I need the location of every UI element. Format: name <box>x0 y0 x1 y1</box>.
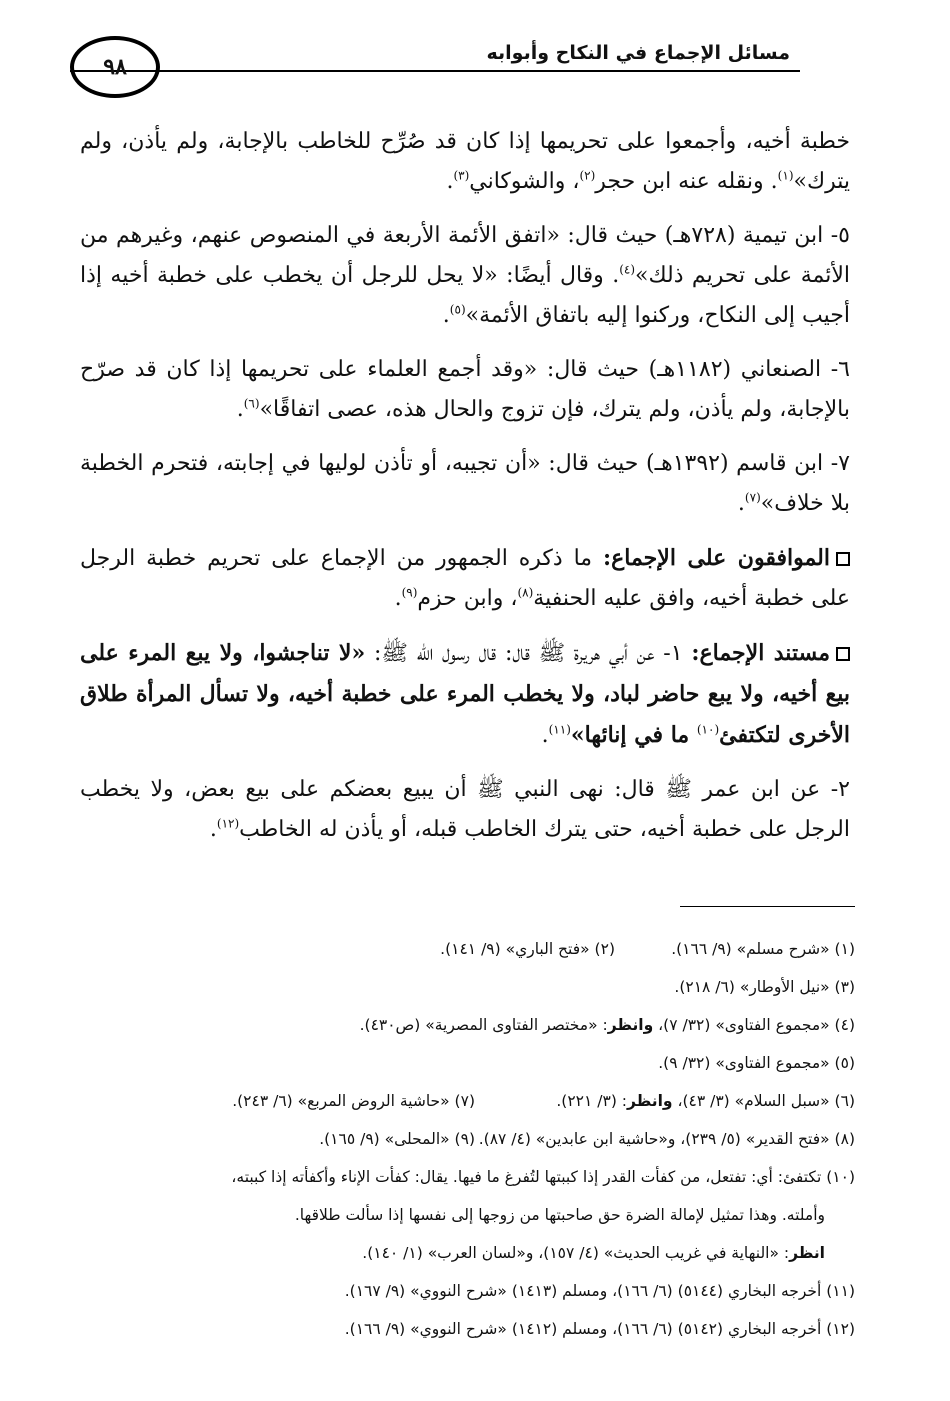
hadith-text-a: «لا تناجشوا، ولا يبع المرء على بيع أخيه، ولا يبع حاضر لباد، ولا يخطب المرء على خطبة أخيه، ولا تسأل المرأة طلاق الأخرى لتكتفئ <box>80 640 850 748</box>
p5-mid: . وقال أيضًا: «لا يحل للرجل أن يخطب على خطبة أخيه إذا أجيب إلى النكاح، وركنوا إليه باتفاق الأئمة» <box>80 263 850 328</box>
p5-end: . <box>442 303 450 328</box>
footnote-ref-11: (١١) <box>548 722 571 737</box>
footnote-10-b: وأملته. وهذا تمثيل لإمالة الضرة حق صاحبتها من زوجها إلى نفسها إذا سألت طلاقها. <box>294 1206 825 1224</box>
footnote-ref-1: (١) <box>777 168 794 183</box>
basis-paragraph <box>80 633 850 756</box>
paragraph-hadith-2 <box>80 770 850 850</box>
basis-end: . <box>541 723 549 748</box>
footnote-5: (٥) «مجموع الفتاوى» (٣٢/ ٩). <box>658 1054 855 1072</box>
paragraph-6 <box>80 350 850 430</box>
footnote-row-5 <box>65 1044 855 1082</box>
footnote-8: (٨) «فتح القدير» (٥/ ٢٣٩)، و«حاشية ابن عابدين» (٤/ ٨٧). <box>478 1130 855 1148</box>
footnote-ref-2: (٢) <box>579 168 596 183</box>
square-bullet-icon <box>836 552 850 566</box>
p7-text: ٧- ابن قاسم (١٣٩٢هـ) حيث قال: «أن تجيبه، أو تأذن لوليها في إجابته، فتحرم الخطبة بلا خلاف» <box>80 451 850 516</box>
footnotes <box>65 930 855 1348</box>
footnote-4-c: : «مختصر الفتاوى المصرية» (ص٤٣٠). <box>359 1016 608 1034</box>
page-number: ٩٨ <box>103 54 127 80</box>
footnote-row-10 <box>65 1158 855 1196</box>
footnote-2: (٢) «فتح الباري» (٩/ ١٤١). <box>440 940 615 958</box>
agreement-text: ما ذكره الجمهور من الإجماع على تحريم خطبة الرجل على خطبة أخيه، وافق عليه الحنفية <box>80 546 850 611</box>
p1-text: خطبة أخيه، وأجمعوا على تحريمها إذا كان قد صُرِّح للخاطب بالإجابة، ولم يأذن، ولم يترك» <box>80 129 850 194</box>
p2-text: ٢- عن ابن عمر ﷺ قال: نهى النبي ﷺ أن يبيع بعضكم على بيع بعض، ولا يخطب الرجل على خطبة أخيه، حتى يترك الخاطب قبله، أو يأذن له الخاطب <box>80 777 850 842</box>
footnote-6-c: : (٣/ ٢٢١). <box>556 1092 628 1110</box>
footnote-10-anzur: انظر <box>789 1244 825 1262</box>
footnote-ref-10: (١٠) <box>696 722 720 737</box>
footnote-row-6-7 <box>65 1082 855 1120</box>
footnote-6-b: وانظر <box>627 1092 673 1110</box>
footnote-ref-4: (٤) <box>619 262 636 277</box>
footnote-10-continuation <box>65 1196 855 1234</box>
square-bullet-icon <box>836 647 850 661</box>
footnote-10-see <box>65 1234 855 1272</box>
basis-text: ١- عن أبي هريرة ﷺ قال: قال رسول الله ﷺ: <box>365 641 692 666</box>
p1-mid: . ونقله عنه ابن حجر <box>595 169 778 194</box>
footnote-9: (٩) «المحلى» (٩/ ١٦٥). <box>319 1130 475 1148</box>
basis-lead: مستند الإجماع: <box>691 640 830 666</box>
footnote-ref-5: (٥) <box>449 302 466 317</box>
footnote-10-c: : «النهاية في غريب الحديث» (٤/ ١٥٧)، و«لسان العرب» (١/ ١٤٠). <box>362 1244 790 1262</box>
footnote-4-a: (٤) «مجموع الفتاوى» (٣٢/ ٧)، <box>653 1016 855 1034</box>
footnote-11: (١١) أخرجه البخاري (٥١٤٤) (٦/ ١٦٦)، ومسلم (١٤١٣) «شرح النووي» (٩/ ١٦٧). <box>344 1282 855 1300</box>
footnote-4-b: وانظر <box>607 1016 654 1034</box>
agreement-end: . <box>394 586 402 611</box>
paragraph-7 <box>80 444 850 524</box>
footnote-ref-12: (١٢) <box>216 816 240 831</box>
footnote-row-1-2 <box>65 930 855 968</box>
running-title: مسائل الإجماع في النكاح وأبوابه <box>486 42 790 64</box>
footnote-row-8-9 <box>65 1120 855 1158</box>
p1-mid2: ، والشوكاني <box>469 169 580 194</box>
footnote-6-a: (٦) «سبل السلام» (٣/ ٤٣)، <box>672 1092 855 1110</box>
footnote-row-11 <box>65 1272 855 1310</box>
main-text <box>80 122 850 864</box>
header-rule <box>70 70 800 72</box>
p7-end: . <box>737 491 745 516</box>
footnote-ref-6: (٦) <box>243 396 260 411</box>
footnote-ref-9: (٩) <box>401 585 418 600</box>
p6-end: . <box>236 397 244 422</box>
p2-end: . <box>209 817 217 842</box>
footnote-7: (٧) «حاشية الروض المربع» (٦/ ٢٤٣). <box>232 1092 475 1110</box>
paragraph-5 <box>80 216 850 336</box>
paragraph-1 <box>80 122 850 202</box>
hadith-text-b: ما في إنائها» <box>570 722 697 748</box>
footnote-1: (١) «شرح مسلم» (٩/ ١٦٦). <box>671 940 855 958</box>
footnote-12: (١٢) أخرجه البخاري (٥١٤٢) (٦/ ١٦٦)، ومسلم (١٤١٢) «شرح النووي» (٩/ ١٦٦). <box>344 1320 855 1338</box>
p1-end: . <box>446 169 454 194</box>
page-header <box>70 36 900 106</box>
footnote-row-12 <box>65 1310 855 1348</box>
footnote-separator <box>680 906 855 907</box>
footnote-row-3 <box>65 968 855 1006</box>
p5-text: ٥- ابن تيمية (٧٢٨هـ) حيث قال: «اتفق الأئمة الأربعة في المنصوص عنهم، وغيرهم من الأئمة على تحريم ذلك» <box>80 223 850 288</box>
footnote-3: (٣) «نيل الأوطار» (٦/ ٢١٨). <box>674 978 855 996</box>
agreement-lead: الموافقون على الإجماع: <box>603 545 830 571</box>
footnote-ref-7: (٧) <box>744 490 761 505</box>
p6-text: ٦- الصنعاني (١١٨٢هـ) حيث قال: «وقد أجمع العلماء على تحريمها إذا كان قد صرّح بالإجابة، ولم يأذن، ولم يترك، فإن تزوج والحال هذه، عصى اتفاقًا» <box>80 357 850 422</box>
footnote-ref-3: (٣) <box>453 168 470 183</box>
agreement-paragraph <box>80 538 850 619</box>
page-number-oval <box>70 36 160 98</box>
agreement-mid: ، وابن حزم <box>417 586 518 611</box>
footnote-ref-8: (٨) <box>517 585 534 600</box>
footnote-10-a: (١٠) تكتفئ: أي: تفتعل، من كفأت القدر إذا كببتها لتُفرغ ما فيها. يقال: كفأت الإناء وأكفأته إذا كببته، <box>231 1168 855 1186</box>
footnote-row-4 <box>65 1006 855 1044</box>
